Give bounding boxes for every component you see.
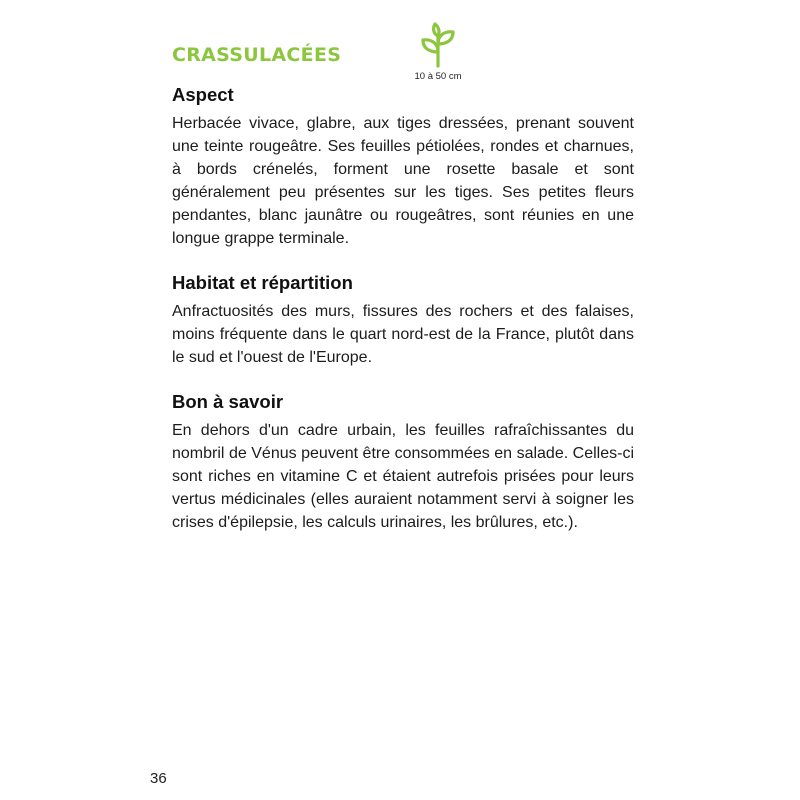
plant-sprout-icon [418, 22, 458, 68]
section-habitat [172, 272, 634, 369]
section-aspect [172, 84, 634, 250]
size-range-label: 10 à 50 cm [414, 71, 462, 82]
section-title: Aspect [172, 84, 234, 105]
section-bon-a-savoir [172, 391, 634, 534]
page-number: 36 [150, 770, 167, 787]
family-name: CRASSULACÉES [172, 44, 342, 66]
plant-description [172, 84, 634, 556]
section-body: Anfractuosités des murs, fissures des rochers et des falaises, moins fréquente dans le quart nord-est de la France, plutôt dans le sud et l'ouest de l'Europe. [172, 303, 634, 366]
section-body: En dehors d'un cadre urbain, les feuilles rafraîchissantes du nombril de Vénus peuvent être consommées en salade. Celles-ci sont riches en vitamine C et étaient autrefois prisées pour leurs vertus médicinales (elles auraient notamment servi à soigner les crises d'épilepsie, les calculs urinaires, les brûlures, etc.). [172, 422, 634, 531]
section-title: Bon à savoir [172, 391, 284, 412]
plant-family-heading [172, 44, 341, 66]
plant-size-indicator [402, 22, 474, 82]
section-title: Habitat et répartition [172, 272, 353, 293]
section-body: Herbacée vivace, glabre, aux tiges dressées, prenant souvent une teinte rougeâtre. Ses feuilles pétiolées, rondes et charnues, à bords crénelés, forment une rosette basale et sont généralement peu présentes sur les tiges. Ses petites fleurs pendantes, blanc jaunâtre ou rougeâtres, sont réunies en une longue grappe terminale. [172, 115, 634, 247]
